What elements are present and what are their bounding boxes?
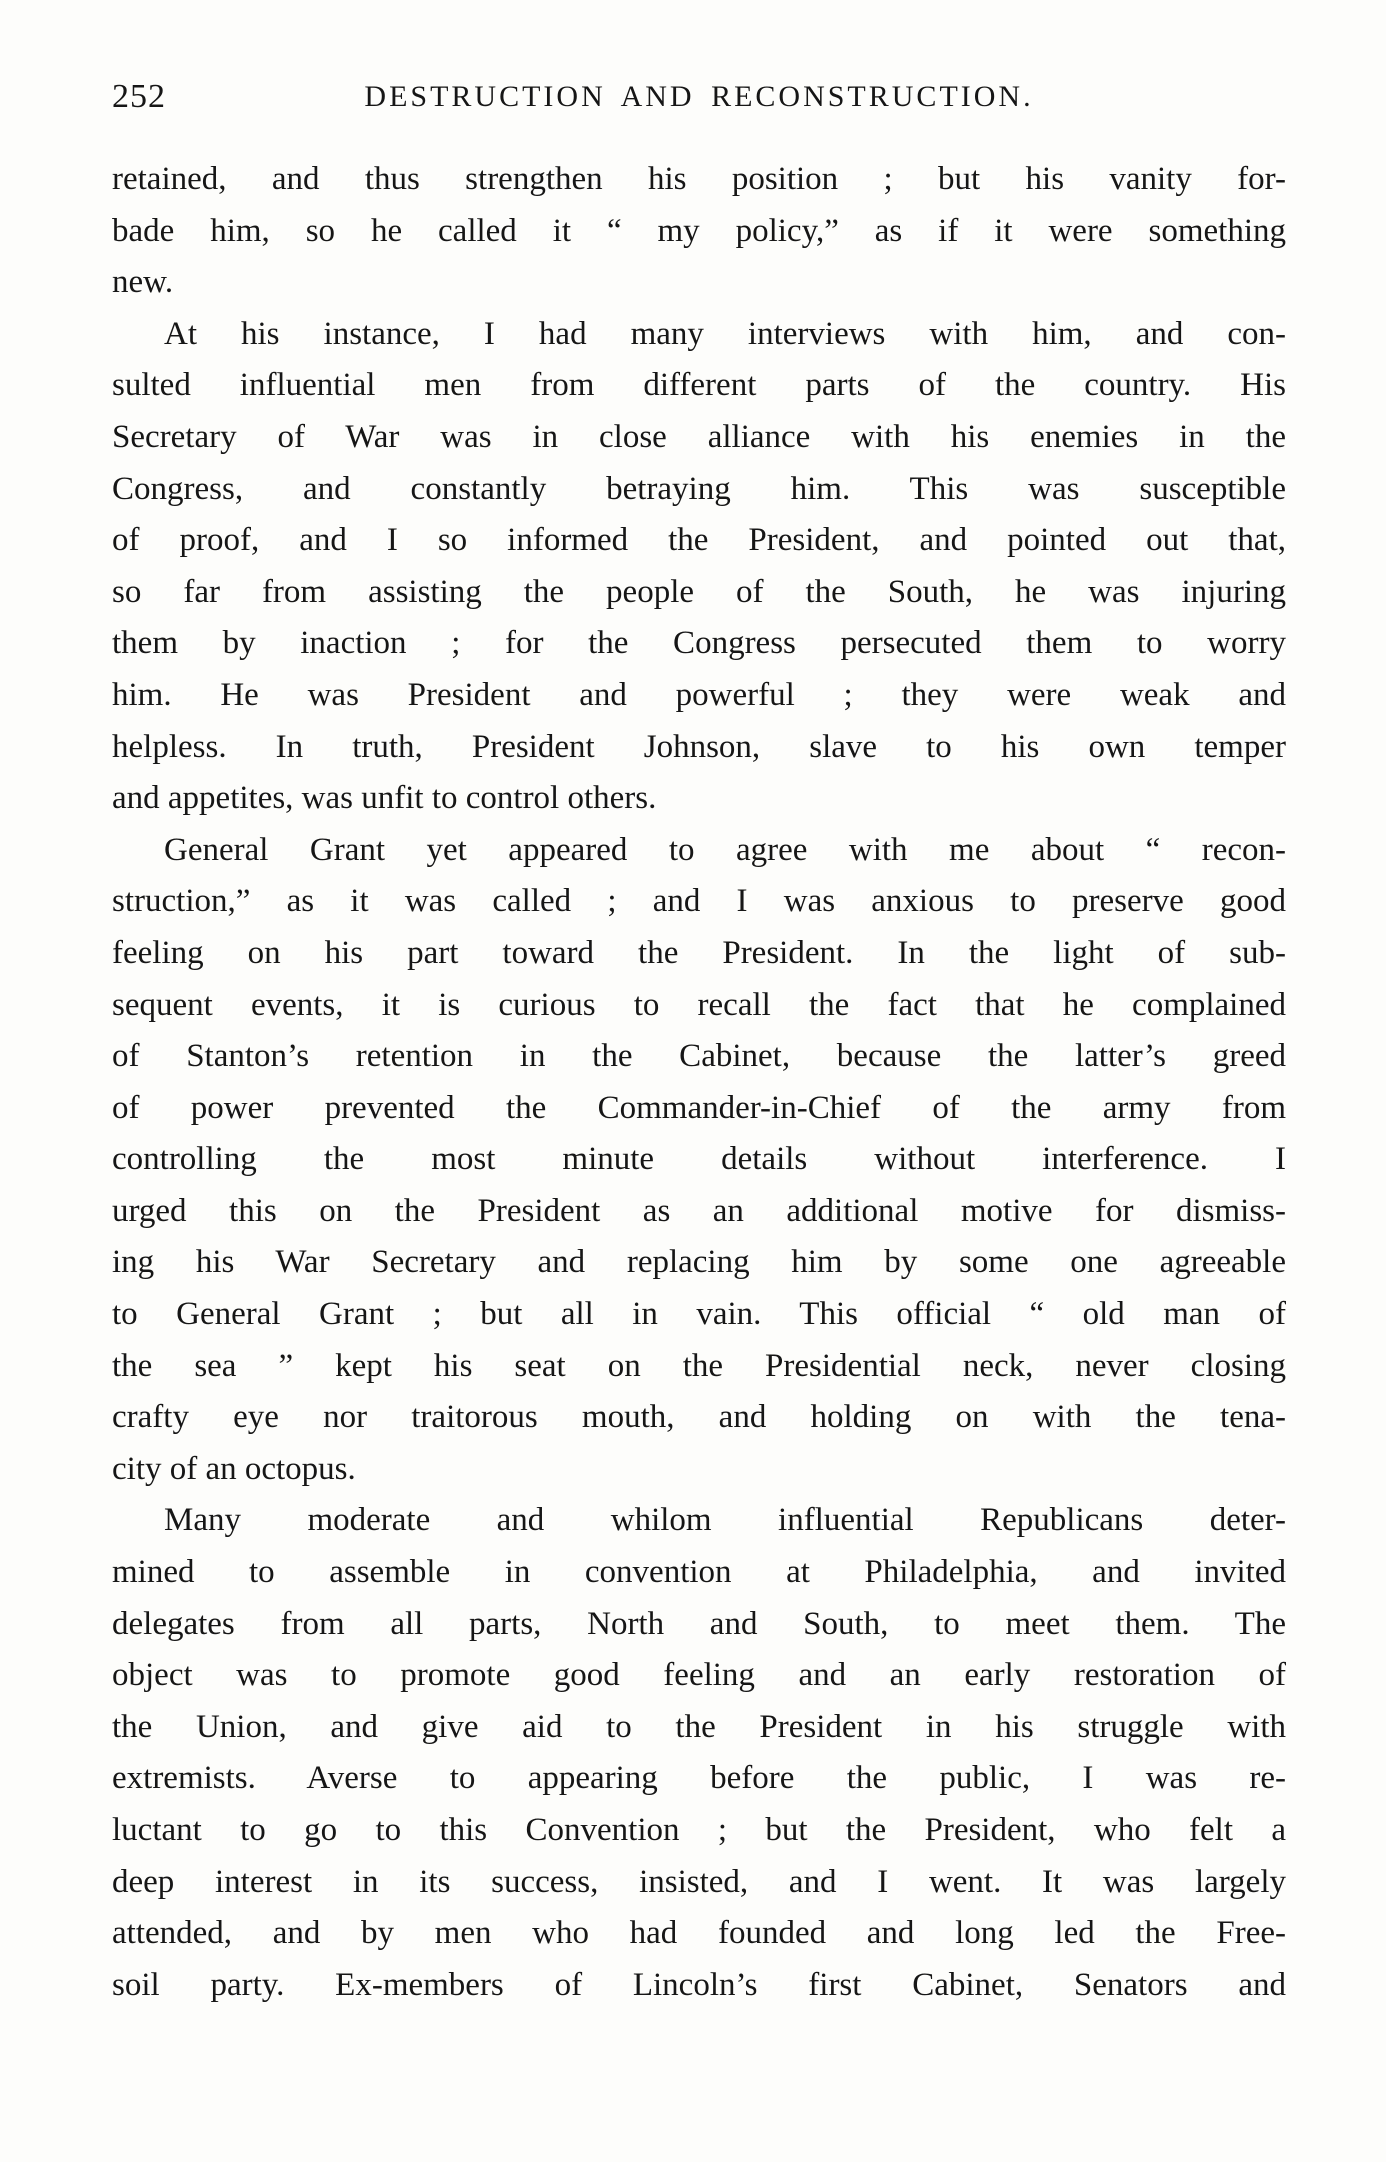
text-line: mined to assemble in convention at Philadelphia, and invited — [112, 1554, 1286, 1591]
text-line: helpless. In truth, President Johnson, slave to his own temper — [112, 728, 1286, 765]
running-title: DESTRUCTION AND RECONSTRUCTION. — [364, 80, 1034, 113]
page-number: 252 — [112, 78, 166, 115]
text-line: the Union, and give aid to the President in his struggle with — [112, 1708, 1286, 1745]
text-line: sequent events, it is curious to recall the fact that he complained — [112, 986, 1286, 1023]
text-line: to General Grant ; but all in vain. This official “ old man of — [112, 1296, 1286, 1333]
text-line: crafty eye nor traitorous mouth, and holding on with the tena- — [112, 1399, 1286, 1436]
text-line: Many moderate and whilom influential Republicans deter- — [164, 1502, 1286, 1539]
text-line: luctant to go to this Convention ; but the President, who felt a — [112, 1812, 1286, 1848]
text-line: ing his War Secretary and replacing him by some one agreeable — [112, 1244, 1286, 1281]
text-line: sulted influential men from different parts of the country. His — [112, 367, 1286, 404]
page-header — [112, 78, 1286, 124]
text-line: retained, and thus strengthen his position ; but his vanity for- — [112, 161, 1286, 197]
text-line: object was to promote good feeling and an early restoration of — [112, 1657, 1286, 1694]
text-line: urged this on the President as an additional motive for dismiss- — [112, 1192, 1286, 1229]
text-line: attended, and by men who had founded and long led the Free- — [112, 1915, 1286, 1952]
text-line: At his instance, I had many interviews with him, and con- — [164, 315, 1286, 352]
page-body — [112, 154, 1286, 2011]
text-line: of proof, and I so informed the President, and pointed out that, — [112, 522, 1286, 559]
text-line: the sea ” kept his seat on the Presidential neck, never closing — [112, 1347, 1286, 1384]
text-line: bade him, so he called it “ my policy,” as if it were something — [112, 212, 1286, 249]
text-line: and appetites, was unfit to control others. — [112, 780, 657, 817]
text-line: them by inaction ; for the Congress persecuted them to worry — [112, 625, 1286, 662]
text-line: of Stanton’s retention in the Cabinet, because the latter’s greed — [112, 1038, 1286, 1075]
text-line: soil party. Ex-members of Lincoln’s first Cabinet, Senators and — [112, 1966, 1286, 2003]
text-line: Congress, and constantly betraying him. This was susceptible — [112, 470, 1286, 507]
text-line: delegates from all parts, North and South, to meet them. The — [112, 1605, 1286, 1642]
text-line: new. — [112, 264, 174, 301]
text-line: deep interest in its success, insisted, and I went. It was largely — [112, 1863, 1286, 1900]
text-line: controlling the most minute details without interference. I — [112, 1141, 1286, 1178]
text-line: Secretary of War was in close alliance with his enemies in the — [112, 418, 1286, 455]
text-line: extremists. Averse to appearing before the public, I was re- — [112, 1760, 1286, 1797]
text-line: him. He was President and powerful ; they were weak and — [112, 676, 1286, 713]
text-line: struction,” as it was called ; and I was anxious to preserve good — [112, 883, 1286, 920]
text-line: so far from assisting the people of the South, he was injuring — [112, 573, 1286, 610]
text-line: of power prevented the Commander-in-Chief of the army from — [112, 1089, 1286, 1126]
text-line: General Grant yet appeared to agree with me about “ recon- — [164, 831, 1286, 868]
text-line: feeling on his part toward the President. In the light of sub- — [112, 934, 1286, 971]
text-line: city of an octopus. — [112, 1450, 356, 1487]
